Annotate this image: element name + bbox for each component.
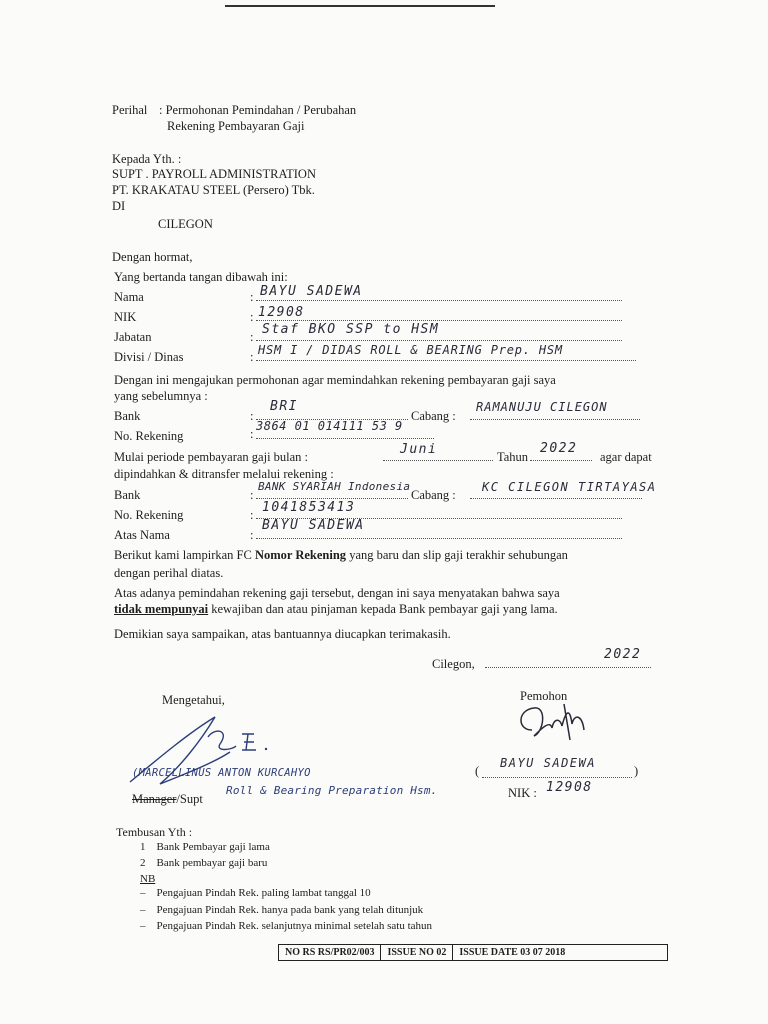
left-signature-mark xyxy=(120,712,290,792)
tembusan-title: Tembusan Yth : xyxy=(116,825,193,839)
right-sign-title: Pemohon xyxy=(520,689,568,703)
nik-dotted-line xyxy=(256,320,622,321)
bulan-dotted-line xyxy=(383,460,493,461)
paragraph-closing: Demikian saya sampaikan, atas bantuannya diucapkan terimakasih. xyxy=(114,627,451,641)
atas-nama-label: Atas Nama xyxy=(114,528,170,542)
right-sign-open-paren: ( xyxy=(475,764,480,778)
recipient-line2: SUPT . PAYROLL ADMINISTRATION xyxy=(112,167,316,181)
nb-note-2: – Pengajuan Pindah Rek. hanya pada bank yang telah ditunjuk xyxy=(140,904,424,916)
paragraph-statement-line2: tidak mempunyai kewajiban dan atau pinjaman kepada Bank pembayar gaji yang lama. xyxy=(114,602,558,616)
new-norek-label: No. Rekening xyxy=(114,508,184,522)
nama-label: Nama xyxy=(114,290,144,304)
right-sign-dotted-line xyxy=(482,777,632,778)
nik-label: NIK xyxy=(114,310,137,324)
old-cabang-label: Cabang : xyxy=(411,409,456,423)
jabatan-dotted-line xyxy=(256,340,622,341)
new-bank-dotted-line xyxy=(256,498,408,499)
document-code-box xyxy=(278,944,668,961)
colon: : xyxy=(250,310,254,324)
old-norek-label: No. Rekening xyxy=(114,429,184,443)
paragraph-attachment-line2: dengan perihal diatas. xyxy=(114,566,224,580)
nb-note-1: – Pengajuan Pindah Rek. paling lambat tanggal 10 xyxy=(140,887,371,899)
tahun-dotted-line xyxy=(530,460,592,461)
new-cabang-label: Cabang : xyxy=(411,488,456,502)
perihal-line2: Rekening Pembayaran Gaji xyxy=(167,119,305,133)
colon: : xyxy=(250,528,254,542)
perihal-line1: : Permohonan Pemindahan / Perubahan xyxy=(159,103,357,117)
nb-note-3: – Pengajuan Pindah Rek. selanjutnya minimal setelah satu tahun xyxy=(140,920,433,932)
old-norek-dotted-line xyxy=(256,438,434,439)
colon: : xyxy=(250,409,254,423)
nama-dotted-line xyxy=(256,300,622,301)
period-suffix: agar dapat xyxy=(600,450,652,464)
date-dotted-line xyxy=(485,667,651,668)
old-cabang-value: RAMANUJU CILEGON xyxy=(476,400,608,414)
left-sign-title: Mengetahui, xyxy=(162,693,225,707)
footer-issue-date: ISSUE DATE 03 07 2018 xyxy=(459,947,566,958)
footer-issue-no: ISSUE NO 02 xyxy=(381,945,453,960)
request-line1: Dengan ini mengajukan permohonan agar memindahkan rekening pembayaran gaji saya xyxy=(114,373,556,387)
nama-value: BAYU SADEWA xyxy=(260,284,363,299)
colon: : xyxy=(250,427,254,441)
recipient-line5: CILEGON xyxy=(158,217,213,231)
nb-label: NB xyxy=(140,873,156,885)
left-sign-unit: Roll & Bearing Preparation Hsm. xyxy=(226,784,438,797)
greeting: Dengan hormat, xyxy=(112,250,193,264)
new-bank-value: BANK SYARIAH Indonesia xyxy=(258,480,411,493)
tahun-value: 2022 xyxy=(540,441,578,456)
colon: : xyxy=(250,350,254,364)
jabatan-label: Jabatan xyxy=(114,330,152,344)
right-nik-value: 12908 xyxy=(546,780,593,795)
right-nik-label: NIK : xyxy=(508,786,537,800)
nik-value: 12908 xyxy=(258,305,305,320)
tembusan-item-1: 1 Bank Pembayar gaji lama xyxy=(140,841,270,853)
divisi-dotted-line xyxy=(256,360,636,361)
paragraph-statement: Atas adanya pemindahan rekening gaji tersebut, dengan ini saya menyatakan bahwa saya xyxy=(114,586,560,600)
old-cabang-dotted-line xyxy=(470,419,640,420)
recipient-line3: PT. KRAKATAU STEEL (Persero) Tbk. xyxy=(112,183,315,197)
paragraph-attachment: Berikut kami lampirkan FC Nomor Rekening yang baru dan slip gaji terakhir sehubungan xyxy=(114,548,568,562)
signer-intro: Yang bertanda tangan dibawah ini: xyxy=(114,270,288,284)
divisi-label: Divisi / Dinas xyxy=(114,350,184,364)
period-line2: dipindahkan & ditransfer melalui rekening : xyxy=(114,467,334,481)
place-label: Cilegon, xyxy=(432,657,475,671)
old-bank-value: BRI xyxy=(270,399,298,414)
period-prefix: Mulai periode pembayaran gaji bulan : xyxy=(114,450,309,464)
colon: : xyxy=(250,488,254,502)
old-bank-label: Bank xyxy=(114,409,141,423)
request-line2: yang sebelumnya : xyxy=(114,389,208,403)
perihal-label: Perihal xyxy=(112,103,148,117)
left-sign-name: (MARCELLINUS ANTON KURCAHYO xyxy=(132,767,311,779)
recipient-line4: DI xyxy=(112,199,126,213)
old-norek-value: 3864 01 014111 53 9 xyxy=(256,419,403,433)
tembusan-item-2: 2 Bank pembayar gaji baru xyxy=(140,857,268,869)
tahun-label: Tahun xyxy=(497,450,529,464)
atas-nama-dotted-line xyxy=(256,538,622,539)
top-scan-edge xyxy=(225,5,495,7)
atas-nama-value: BAYU SADEWA xyxy=(262,518,365,533)
footer-no-rs: NO RS RS/PR02/003 xyxy=(279,945,381,960)
divisi-value: HSM I / DIDAS ROLL & BEARING Prep. HSM xyxy=(258,343,563,357)
left-sign-role: Manager/Supt xyxy=(132,792,203,806)
new-cabang-value: KC CILEGON TIRTAYASA xyxy=(482,480,657,494)
right-signature-mark xyxy=(512,700,592,750)
colon: : xyxy=(250,330,254,344)
jabatan-value: Staf BKO SSP to HSM xyxy=(262,322,440,337)
new-cabang-dotted-line xyxy=(470,498,642,499)
colon: : xyxy=(250,508,254,522)
right-sign-name: BAYU SADEWA xyxy=(500,756,596,770)
colon: : xyxy=(250,290,254,304)
recipient-line1: Kepada Yth. : xyxy=(112,152,182,166)
new-bank-label: Bank xyxy=(114,488,141,502)
date-year: 2022 xyxy=(604,647,642,662)
new-norek-value: 1041853413 xyxy=(262,500,356,515)
bulan-value: Juni xyxy=(400,442,438,457)
right-sign-close-paren: ) xyxy=(634,764,639,778)
